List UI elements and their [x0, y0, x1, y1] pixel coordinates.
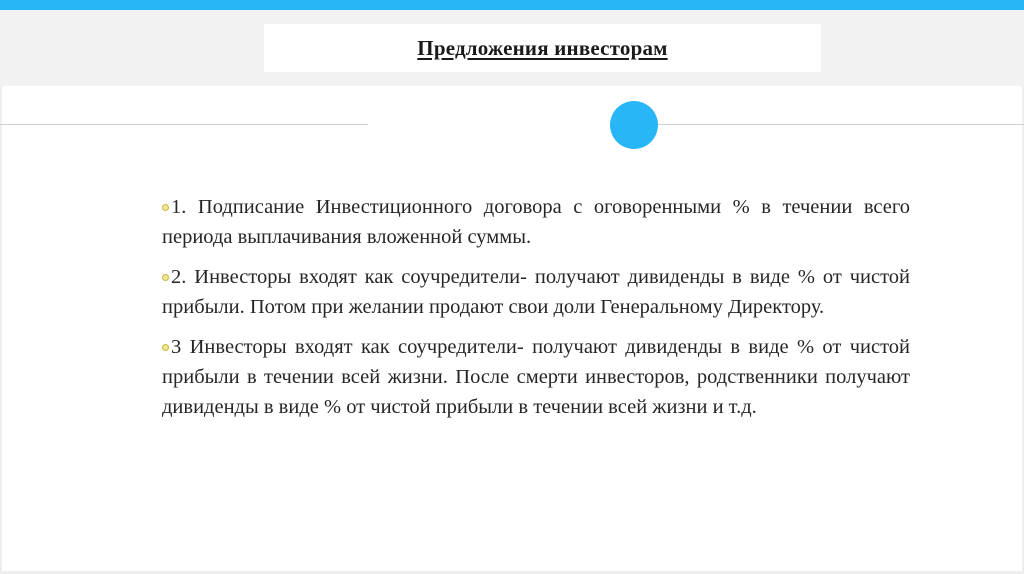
top-accent-strip	[0, 0, 1024, 10]
list-item-text: 3 Инвесторы входят как соучредители- получают дивиденды в виде % от чистой прибыли в течении всей жизни. После смерти инвесторов, родственники получают дивиденды в виде % от чистой прибыли в течении всей жизни и т.д.	[162, 336, 910, 418]
list-item-text: 1. Подписание Инвестиционного договора с оговоренными % в течении всего периода выплачивания вложенной суммы.	[162, 196, 910, 248]
accent-circle-icon	[610, 101, 658, 149]
divider-line-left	[0, 124, 368, 125]
list-item-text: 2. Инвесторы входят как соучредители- получают дивиденды в виде % от чистой прибыли. Потом при желании продают свои доли Генеральному Директору.	[162, 266, 910, 318]
list-item	[162, 262, 910, 322]
list-item	[162, 192, 910, 252]
divider-line-right	[658, 124, 1024, 125]
list-item	[162, 332, 910, 422]
bullet-dot-icon	[162, 204, 169, 211]
bullet-dot-icon	[162, 344, 169, 351]
bullet-dot-icon	[162, 274, 169, 281]
bullet-list	[162, 192, 910, 432]
page-title: Предложения инвесторам	[417, 35, 668, 60]
title-box	[264, 24, 821, 72]
slide-frame-left	[0, 86, 2, 574]
